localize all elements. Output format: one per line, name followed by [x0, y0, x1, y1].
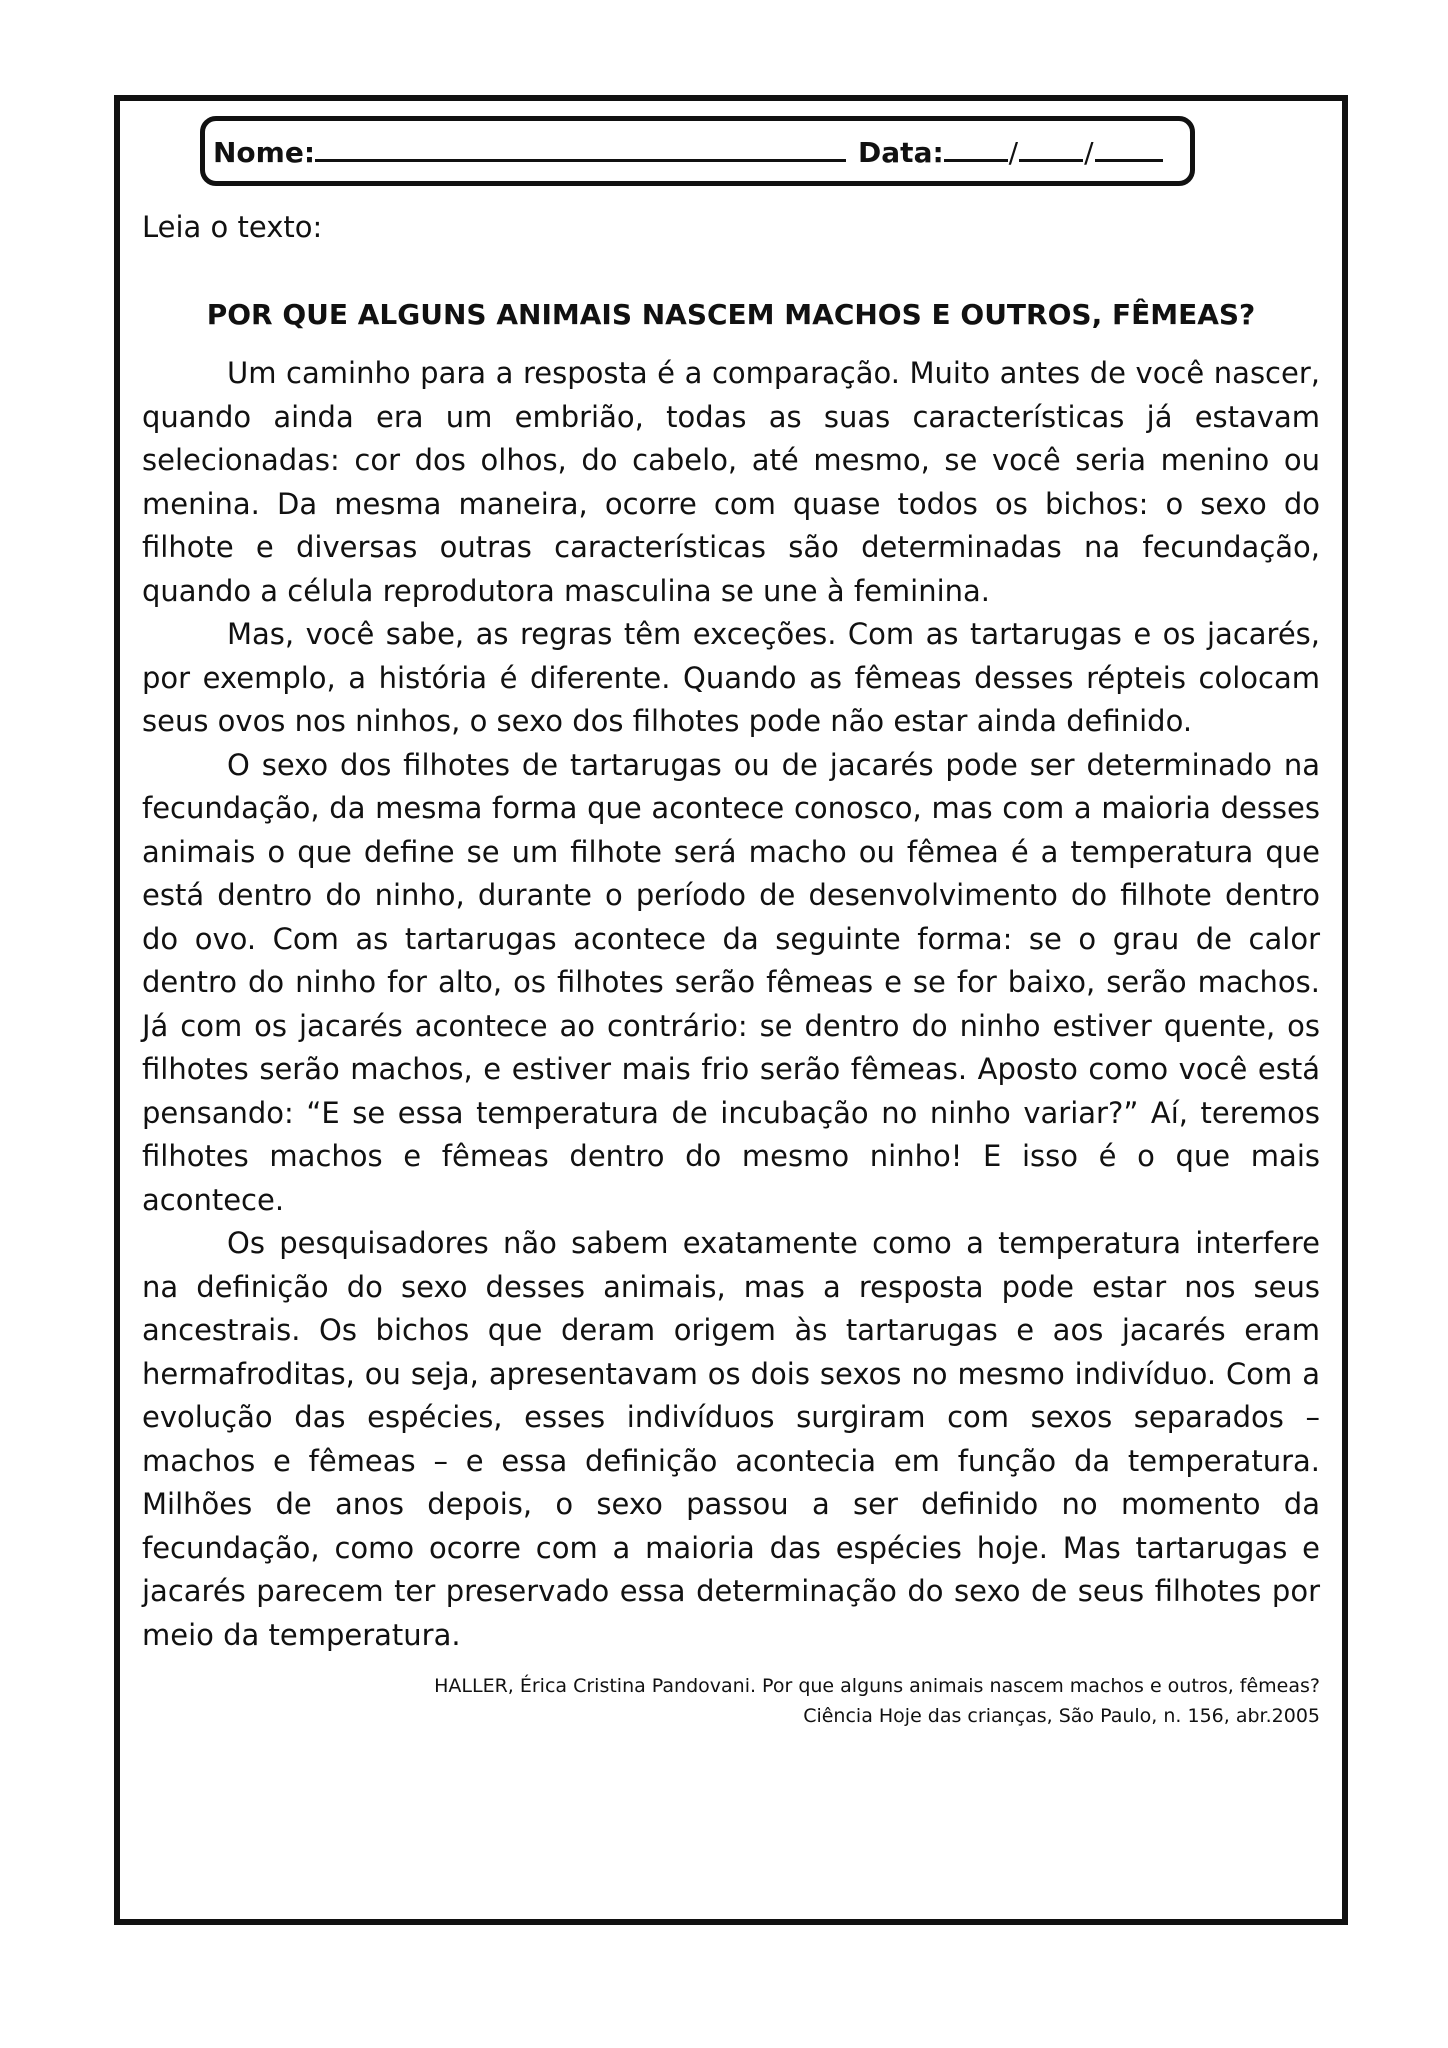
citation-author-title: HALLER, Érica Cristina Pandovani. Por que alguns animais nascem machos e outros, fêmeas?	[434, 1675, 1320, 1697]
paragraph: O sexo dos filhotes de tartarugas ou de jacarés pode ser determinado na fecundação, da mesma forma que acontece conosco, mas com a maioria desses animais o que define se um filhote será macho ou fêmea é a temperatura que está dentro do ninho, durante o período de desenvolvimento do filhote dentro do ovo. Com as tartarugas acontece da seguinte forma: se o grau de calor dentro do ninho for alto, os filhotes serão fêmeas e se for baixo, serão machos. Já com os jacarés acontece ao contrário: se dentro do ninho estiver quente, os filhotes serão machos, e estiver mais frio serão fêmeas. Aposto como você está pensando: “E se essa temperatura de incubação no ninho variar?” Aí, teremos filhotes machos e fêmeas dentro do mesmo ninho! E isso é o que mais acontece.	[142, 747, 1320, 1217]
date-label: Data:	[858, 136, 944, 169]
name-label: Nome:	[213, 136, 316, 169]
paragraph: Um caminho para a resposta é a comparação. Muito antes de você nascer, quando ainda era um embrião, todas as suas características já estavam selecionadas: cor dos olhos, do cabelo, até mesmo, se você seria menino ou menina. Da mesma maneira, ocorre com quase todos os bichos: o sexo do filhote e diversas outras características são determinadas na fecundação, quando a célula reprodutora masculina se une à feminina.	[142, 356, 1320, 608]
name-date-box	[200, 116, 1195, 186]
paragraph: Os pesquisadores não sabem exatamente como a temperatura interfere na definição do sexo desses animais, mas a resposta pode estar nos seus ancestrais. Os bichos que deram origem às tartarugas e aos jacarés eram hermafroditas, ou seja, apresentavam os dois sexos no mesmo indivíduo. Com a evolução das espécies, esses indivíduos surgiram com sexos separados – machos e fêmeas – e essa definição acontecia em função da temperatura. Milhões de anos depois, o sexo passou a ser definido no momento da fecundação, como ocorre com a maioria das espécies hoje. Mas tartarugas e jacarés parecem ter preservado essa determinação do sexo de seus filhotes por meio da temperatura.	[142, 1226, 1320, 1652]
date-separator: /	[1084, 136, 1094, 169]
name-blank-line	[315, 139, 846, 162]
reading-instruction: Leia o texto:	[142, 210, 323, 244]
citation-publication: Ciência Hoje das crianças, São Paulo, n. 156, abr.2005	[803, 1705, 1320, 1727]
article-title: POR QUE ALGUNS ANIMAIS NASCEM MACHOS E OUTROS, FÊMEAS?	[206, 298, 1256, 331]
article-body	[142, 352, 1320, 1657]
date-month-blank-line	[1019, 139, 1083, 162]
date-year-blank-line	[1095, 139, 1163, 162]
worksheet-frame	[114, 95, 1348, 1925]
paragraph: Mas, você sabe, as regras têm exceções. Com as tartarugas e os jacarés, por exemplo, a história é diferente. Quando as fêmeas desses répteis colocam seus ovos nos ninhos, o sexo dos filhotes pode não estar ainda definido.	[142, 617, 1320, 738]
source-citation	[142, 1671, 1320, 1731]
date-day-blank-line	[944, 139, 1008, 162]
date-separator: /	[1008, 136, 1019, 169]
